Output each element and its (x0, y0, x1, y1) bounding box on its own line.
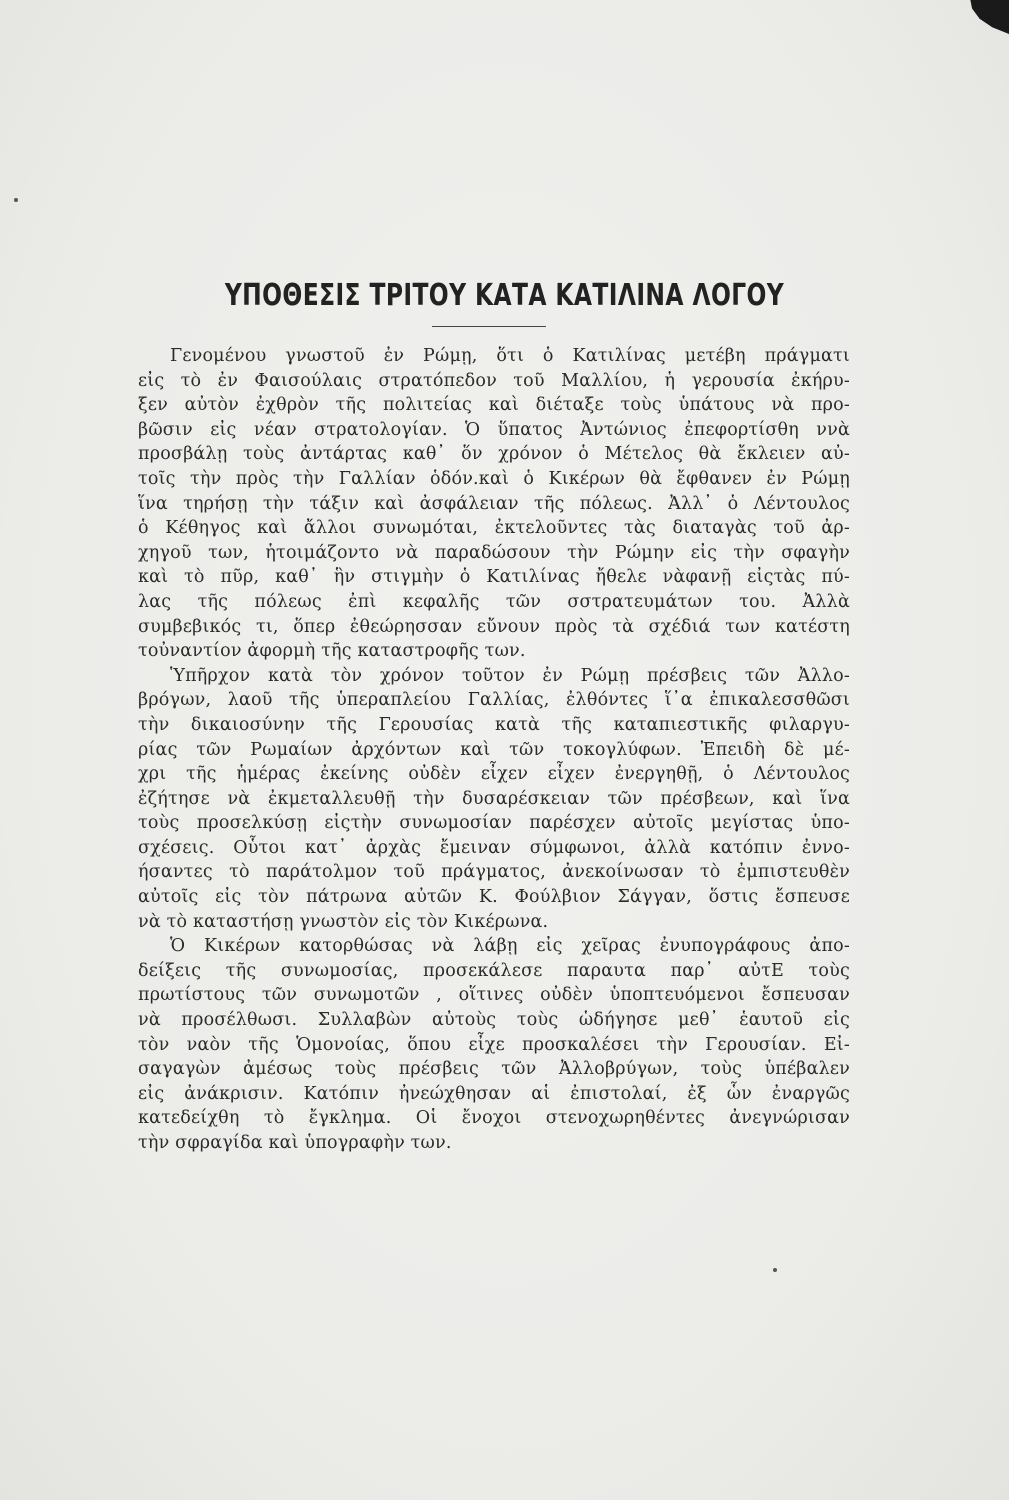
corner-ink-mark (967, 0, 1009, 34)
page-title: ΥΠΟΘΕΣΙΣ ΤΡΙΤΟΥ ΚΑΤΑ ΚΑΤΙΛΙΝΑ ΛΟΓΟΥ (224, 278, 785, 313)
text-line: ἵνα τηρήσῃ τὴν τάξιν καὶ ἀσφάλειαν τῆς πόλεως. Ἀλλ᾽ ὁ Λέντουλος (138, 493, 850, 514)
document-body (138, 344, 850, 1156)
text-line: λας τῆς πόλεως ἐπὶ κεφαλῆς τῶν σστρατευμάτων του. Ἀλλὰ (138, 591, 850, 612)
text-line: σαγαγὼν ἀμέσως τοὺς πρέσβεις τῶν Ἀλλοβρύγων, τοὺς ὑπέβαλεν (138, 1059, 850, 1080)
text-line: ρίας τῶν Ρωμαίων ἀρχόντων καὶ τῶν τοκογλύφων. Ἐπειδὴ δὲ μέ- (138, 739, 850, 760)
text-line: αὐτοῖς εἰς τὸν πάτρωνα αὐτῶν Κ. Φούλβιον Σάγγαν, ὅστις ἔσπευσε (138, 887, 850, 908)
text-line: χηγοῦ των, ἡτοιμάζοντο νὰ παραδώσουν τὴν Ρώμην εἰς τὴν σφαγὴν (138, 542, 850, 563)
text-line: προσβάλῃ τοὺς ἀντάρτας καθ᾽ ὅν χρόνον ὁ Μέτελος θὰ ἔκλειεν αὐ- (138, 444, 850, 465)
text-line: τὴν δικαιοσύνην τῆς Γερουσίας κατὰ τῆς καταπιεστικῆς φιλαργυ- (138, 714, 850, 735)
text-line: χρι τῆς ἡμέρας ἐκείνης οὐδὲν εἶχεν εἶχεν ἐνεργηθῇ, ὁ Λέντουλος (138, 764, 850, 785)
text-line: τοῖς τὴν πρὸς τὴν Γαλλίαν ὁδόν.καὶ ὁ Κικέρων θὰ ἔφθανεν ἐν Ρώμῃ (138, 468, 850, 489)
text-line: Ὑπῆρχον κατὰ τὸν χρόνον τοῦτον ἐν Ρώμῃ πρέσβεις τῶν Ἀλλο- (170, 665, 850, 686)
text-line: τὸν ναὸν τῆς Ὁμονοίας, ὅπου εἶχε προσκαλέσει τὴν Γερουσίαν. Εἰ- (138, 1034, 850, 1055)
text-line: εἰς ἀνάκρισιν. Κατόπιν ἠνεώχθησαν αἱ ἐπιστολαί, ἐξ ὧν ἐναργῶς (138, 1083, 850, 1104)
ink-speck (773, 1268, 777, 1272)
text-line: σχέσεις. Οὗτοι κατ᾽ ἀρχὰς ἔμειναν σύμφωνοι, ἀλλὰ κατόπιν ἐννο- (138, 837, 850, 858)
text-line: κατεδείχθη τὸ ἔγκλημα. Οἱ ἔνοχοι στενοχωρηθέντες ἀνεγνώρισαν (138, 1108, 850, 1129)
text-line: νὰ τὸ καταστήσῃ γνωστὸν εἰς τὸν Κικέρωνα. (138, 911, 549, 932)
text-line: δείξεις τῆς συνωμοσίας, προσεκάλεσε παραυτα παρ᾽ αὐτΕ τοὺς (138, 960, 850, 981)
text-line: ἐζήτησε νὰ ἐκμεταλλευθῇ τὴν δυσαρέσκειαν τῶν πρέσβεων, καὶ ἵνα (138, 788, 850, 809)
text-line: τοὐναντίον ἀφορμὴ τῆς καταστροφῆς των. (138, 641, 526, 662)
paragraph-1 (138, 344, 850, 664)
text-line: ὁ Κέθηγος καὶ ἄλλοι συνωμόται, ἐκτελοῦντες τὰς διαταγὰς τοῦ ἀρ- (138, 518, 850, 539)
text-line: Γενομένου γνωστοῦ ἐν Ρώμῃ, ὅτι ὁ Κατιλίνας μετέβη πράγματι (170, 346, 850, 366)
ink-speck (14, 198, 18, 202)
text-line: τοὺς προσελκύσῃ εἰςτὴν συνωμοσίαν παρέσχεν αὐτοῖς μεγίστας ὑπο- (138, 813, 850, 834)
title-rule (432, 326, 546, 327)
text-line: τὴν σφραγίδα καὶ ὑπογραφὴν των. (138, 1133, 452, 1153)
text-line: βῶσιν εἰς νέαν στρατολογίαν. Ὁ ὕπατος Ἀντώνιος ἐπεφορτίσθη ννὰ (138, 419, 850, 440)
text-line: βρόγων, λαοῦ τῆς ὑπεραπλείου Γαλλίας, ἐλθόντες ἵ᾽α ἐπικαλεσσθῶσι (138, 690, 850, 711)
paragraph-2 (138, 664, 850, 935)
text-line: νὰ προσέλθωσι. Συλλαβὼν αὐτοὺς τοὺς ὡδήγησε μεθ᾽ ἑαυτοῦ εἰς (138, 1010, 850, 1031)
text-line: εἰς τὸ ἐν Φαισούλαις στρατόπεδον τοῦ Μαλλίου, ἡ γερουσία ἐκήρυ- (138, 370, 850, 391)
text-line: πρωτίστους τῶν συνωμοτῶν , οἵτινες οὐδὲν ὑποπτευόμενοι ἔσπευσαν (138, 985, 850, 1006)
text-line: ξεν αὐτὸν ἐχθρὸν τῆς πολιτείας καὶ διέταξε τοὺς ὑπάτους νὰ προ- (138, 395, 850, 416)
text-line: καὶ τὸ πῦρ, καθ᾽ ἣν στιγμὴν ὁ Κατιλίνας ἤθελε νὰφανῇ εἰςτὰς πύ- (138, 567, 850, 588)
paragraph-3 (138, 934, 850, 1155)
text-line: Ὁ Κικέρων κατορθώσας νὰ λάβῃ εἰς χεῖρας ἐνυπογράφους ἀπο- (170, 936, 850, 957)
text-line: ήσαντες τὸ παράτολμον τοῦ πράγματος, ἀνεκοίνωσαν τὸ ἐμπιστευθὲν (138, 862, 850, 883)
text-line: συμβεβικός τι, ὅπερ ἐθεώρησσαν εὔνουν πρὸς τὰ σχέδιά των κατέστη (138, 616, 850, 637)
